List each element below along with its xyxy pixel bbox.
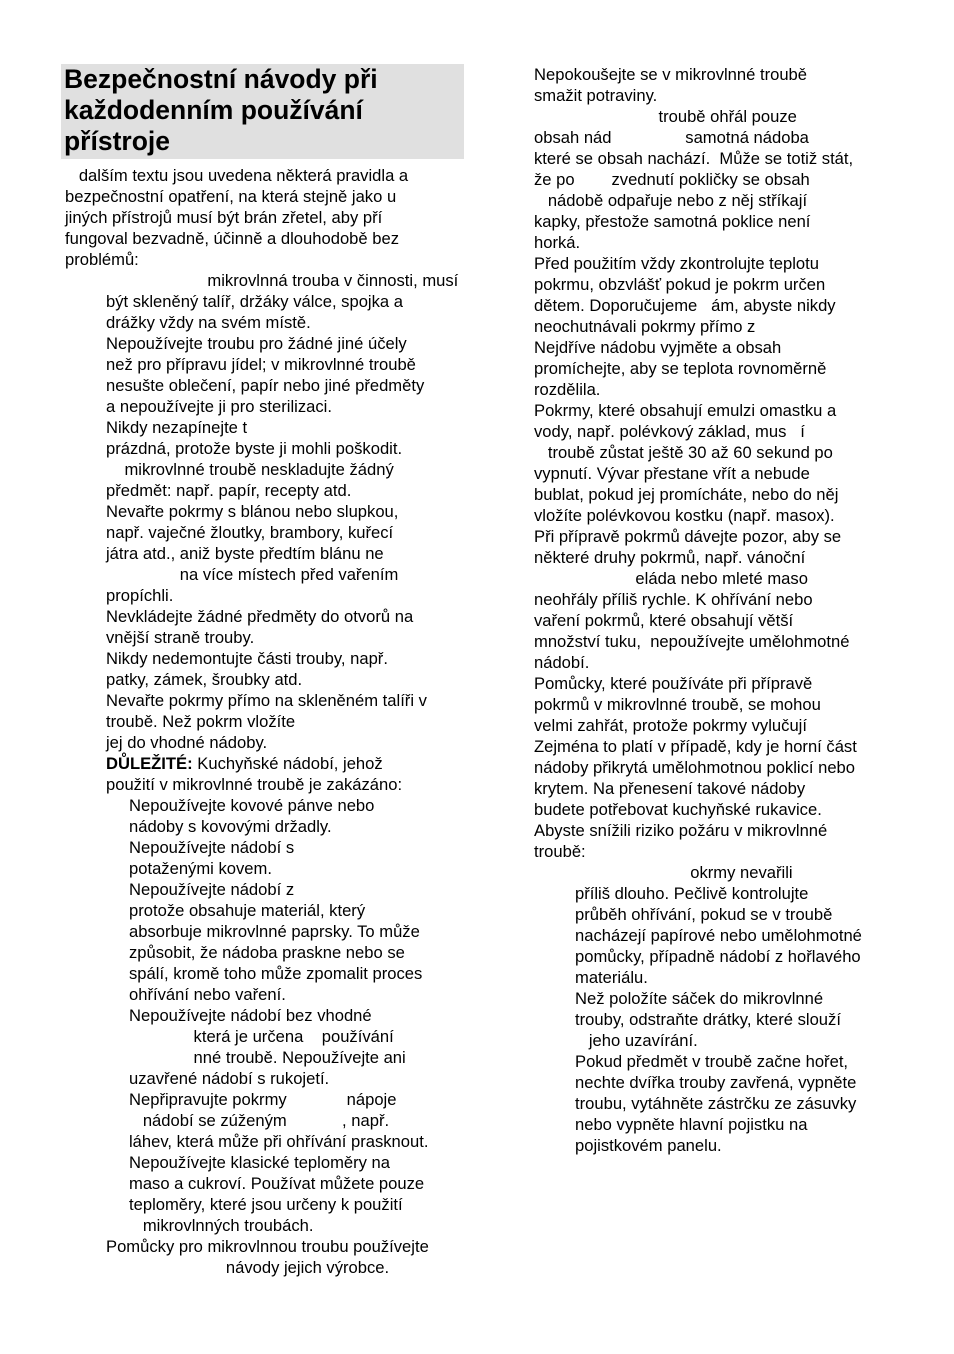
text-line: průběh ohřívání, pokud se v troubě	[575, 905, 833, 924]
text-line: patky, zámek, šroubky atd.	[106, 670, 303, 689]
text-line: teploměry, které jsou určeny k použití	[129, 1195, 403, 1214]
text-line: vaření pokrmů, které obsahují větší	[534, 611, 794, 630]
text-line: nechte dvířka trouby zavřená, vypněte	[575, 1073, 857, 1092]
text-line: než pro přípravu jídel; v mikrovlnné troubě	[106, 355, 416, 374]
text-line: Nepoužívejte kovové pánve nebo	[129, 796, 375, 815]
text-line: velmi zahřát, protože pokrmy vylučují	[534, 716, 807, 735]
text-line: neochutnávali pokrmy přímo z	[534, 317, 756, 336]
text-line: Nepoužívejte troubu pro žádné jiné účely	[106, 334, 407, 353]
text-line: Pokrmy, které obsahují emulzi omastku a	[534, 401, 837, 420]
text-line: Pomůcky pro mikrovlnnou troubu používejte	[106, 1237, 429, 1256]
text-line: propíchli.	[106, 586, 174, 605]
text-line: kapky, přestože samotná poklice není	[534, 212, 811, 231]
text-line: že po zvednutí pokličky se obsah	[534, 170, 810, 189]
text-line: trouby, odstraňte drátky, které slouží	[575, 1010, 841, 1029]
text-line: Nepokoušejte se v mikrovlnné troubě	[534, 65, 808, 84]
text-line: pomůcky, případně nádobí z hořlavého	[575, 947, 861, 966]
text-line: pokrmu, obzvlášť pokud je pokrm určen	[534, 275, 826, 294]
text-line: troubě ohřál pouze	[534, 107, 797, 126]
text-line: Nejdříve nádobu vyjměte a obsah	[534, 338, 782, 357]
text-line: nádobí se zúženým , např.	[129, 1111, 390, 1130]
text-line: mikrovlnná trouba v činnosti, musí	[106, 271, 459, 290]
text-line: nádobí.	[534, 653, 590, 672]
text-line: množství tuku, nepoužívejte umělohmotné	[534, 632, 850, 651]
text-line: absorbuje mikrovlnné paprsky. To může	[129, 922, 420, 941]
text-line: troubě. Než pokrm vložíte	[106, 712, 296, 731]
text-line: některé druhy pokrmů, např. vánoční	[534, 548, 806, 567]
text-line: drážky vždy na svém místě.	[106, 313, 311, 332]
text-line: nádoby s kovovými držadly.	[129, 817, 332, 836]
section-heading	[61, 64, 464, 157]
text-line: problémů:	[65, 250, 139, 269]
text-line: krytem. Na přenesení takové nádoby	[534, 779, 806, 798]
text-line: Zejména to platí v případě, kdy je horní část	[534, 737, 857, 756]
text-line: příliš dlouho. Pečlivě kontrolujte	[575, 884, 809, 903]
text-line: nádoby přikrytá umělohmotnou poklicí nebo	[534, 758, 856, 777]
text-line: návody jejich výrobce.	[106, 1258, 390, 1277]
text-line: nacházejí papírové nebo umělohmotné	[575, 926, 862, 945]
text-line: dětem. Doporučujeme ám, abyste nikdy	[534, 296, 836, 315]
left-column	[65, 165, 465, 1278]
text-line: troubě:	[534, 842, 586, 861]
text-line: způsobit, že nádoba praskne nebo se	[129, 943, 405, 962]
text-line: neohřály příliš rychle. K ohřívání nebo	[534, 590, 813, 609]
text-line: vnější straně trouby.	[106, 628, 255, 647]
text-line: Nevařte pokrmy s blánou nebo slupkou,	[106, 502, 399, 521]
text-line: dalším textu jsou uvedena některá pravidla a	[65, 166, 409, 185]
text-line: pokrmů v mikrovlnné troubě, se mohou	[534, 695, 821, 714]
text-line: troubě zůstat ještě 30 až 60 sekund po	[534, 443, 833, 462]
text-line: Při přípravě pokrmů dávejte pozor, aby se	[534, 527, 842, 546]
text-line: předmět: např. papír, recepty atd.	[106, 481, 352, 500]
text-line: nebo vypněte hlavní pojistku na	[575, 1115, 808, 1134]
text-line: vypnutí. Vývar přestane vřít a nebude	[534, 464, 810, 483]
text-line: smažit potraviny.	[534, 86, 658, 105]
important-label: DŮLEŽITÉ:	[106, 754, 193, 773]
text-line: jiných přístrojů musí být brán zřetel, aby pří	[65, 208, 383, 227]
text-line: protože obsahuje materiál, který	[129, 901, 366, 920]
text-line: na více místech před vařením	[106, 565, 399, 584]
right-column	[534, 64, 894, 1156]
text-line: potaženými kovem.	[129, 859, 272, 878]
text-line: Před použitím vždy zkontrolujte teplotu	[534, 254, 820, 273]
text-line: rozdělila.	[534, 380, 601, 399]
text-line: použití v mikrovlnné troubě je zakázáno:	[106, 775, 403, 794]
text-line: Nikdy nedemontujte části trouby, např.	[106, 649, 388, 668]
text-line: játra atd., aniž byste předtím blánu ne	[106, 544, 384, 563]
heading-line: Bezpečnostní návody při	[64, 64, 378, 94]
text-line: a nepoužívejte ji pro sterilizaci.	[106, 397, 332, 416]
text-line: prázdná, protože byste ji mohli poškodit.	[106, 439, 403, 458]
text-line: nné troubě. Nepoužívejte ani	[129, 1048, 406, 1067]
text-line: nádobě odpařuje nebo z něj stříkají	[534, 191, 808, 210]
text-line: horká.	[534, 233, 581, 252]
text-line: jej do vhodné nádoby.	[106, 733, 268, 752]
text-line: Pomůcky, které používáte při přípravě	[534, 674, 813, 693]
text-line: nesušte oblečení, papír nebo jiné předměty	[106, 376, 425, 395]
text-line: Pokud předmět v troubě začne hořet,	[575, 1052, 849, 1071]
text-line: mikrovlnných troubách.	[129, 1216, 314, 1235]
text-line: troubu, vytáhněte zástrčku ze zásuvky	[575, 1094, 857, 1113]
text-line: Nevkládejte žádné předměty do otvorů na	[106, 607, 414, 626]
text-line: které se obsah nachází. Může se totiž stát,	[534, 149, 854, 168]
text-line: eláda nebo mleté maso	[534, 569, 808, 588]
text-line: okrmy nevařili	[575, 863, 793, 882]
section-heading-box	[61, 64, 464, 159]
text-line: obsah nád samotná nádoba	[534, 128, 809, 147]
text-line: promíchejte, aby se teplota rovnoměrně	[534, 359, 827, 378]
text-line: mikrovlnné troubě neskladujte žádný	[106, 460, 394, 479]
heading-line: každodenním používání	[64, 95, 363, 125]
important-text: Kuchyňské nádobí, jehož	[192, 754, 383, 773]
text-line: uzavřené nádobí s rukojetí.	[129, 1069, 330, 1088]
text-line: fungoval bezvadně, účinně a dlouhodobě bez	[65, 229, 399, 248]
text-line: ohřívání nebo vaření.	[129, 985, 286, 1004]
text-line: láhev, která může při ohřívání prasknout.	[129, 1132, 429, 1151]
text-line: vložíte polévkovou kostku (např. masox).	[534, 506, 835, 525]
text-line: např. vaječné žloutky, brambory, kuřecí	[106, 523, 394, 542]
text-line: maso a cukroví. Používat můžete pouze	[129, 1174, 425, 1193]
text-line: spálí, kromě toho může zpomalit proces	[129, 964, 423, 983]
text-line: Abyste snížili riziko požáru v mikrovlnné	[534, 821, 828, 840]
text-line: Nepoužívejte nádobí bez vhodné	[129, 1006, 372, 1025]
text-line: Nevařte pokrmy přímo na skleněném talíři v	[106, 691, 427, 710]
text-line: Nepřipravujte pokrmy nápoje	[129, 1090, 397, 1109]
text-line: budete potřebovat kuchyňské rukavice.	[534, 800, 822, 819]
important-line	[65, 753, 465, 774]
text-line: Nepoužívejte nádobí z	[129, 880, 295, 899]
text-line: materiálu.	[575, 968, 648, 987]
text-line: jeho uzavírání.	[575, 1031, 698, 1050]
text-line: Nepoužívejte nádobí s	[129, 838, 295, 857]
text-line: bezpečnostní opatření, na která stejně jako u	[65, 187, 397, 206]
text-line: Nikdy nezapínejte t	[106, 418, 248, 437]
text-line: být skleněný talíř, držáky válce, spojka a	[106, 292, 403, 311]
text-line: Nepoužívejte klasické teploměry na	[129, 1153, 391, 1172]
text-line: pojistkovém panelu.	[575, 1136, 722, 1155]
text-line: která je určena používání	[129, 1027, 394, 1046]
text-line: Než položíte sáček do mikrovlnné	[575, 989, 824, 1008]
text-line: bublat, pokud jej promícháte, nebo do něj	[534, 485, 839, 504]
heading-line: přístroje	[64, 126, 171, 156]
text-line: vody, např. polévkový základ, mus í	[534, 422, 805, 441]
